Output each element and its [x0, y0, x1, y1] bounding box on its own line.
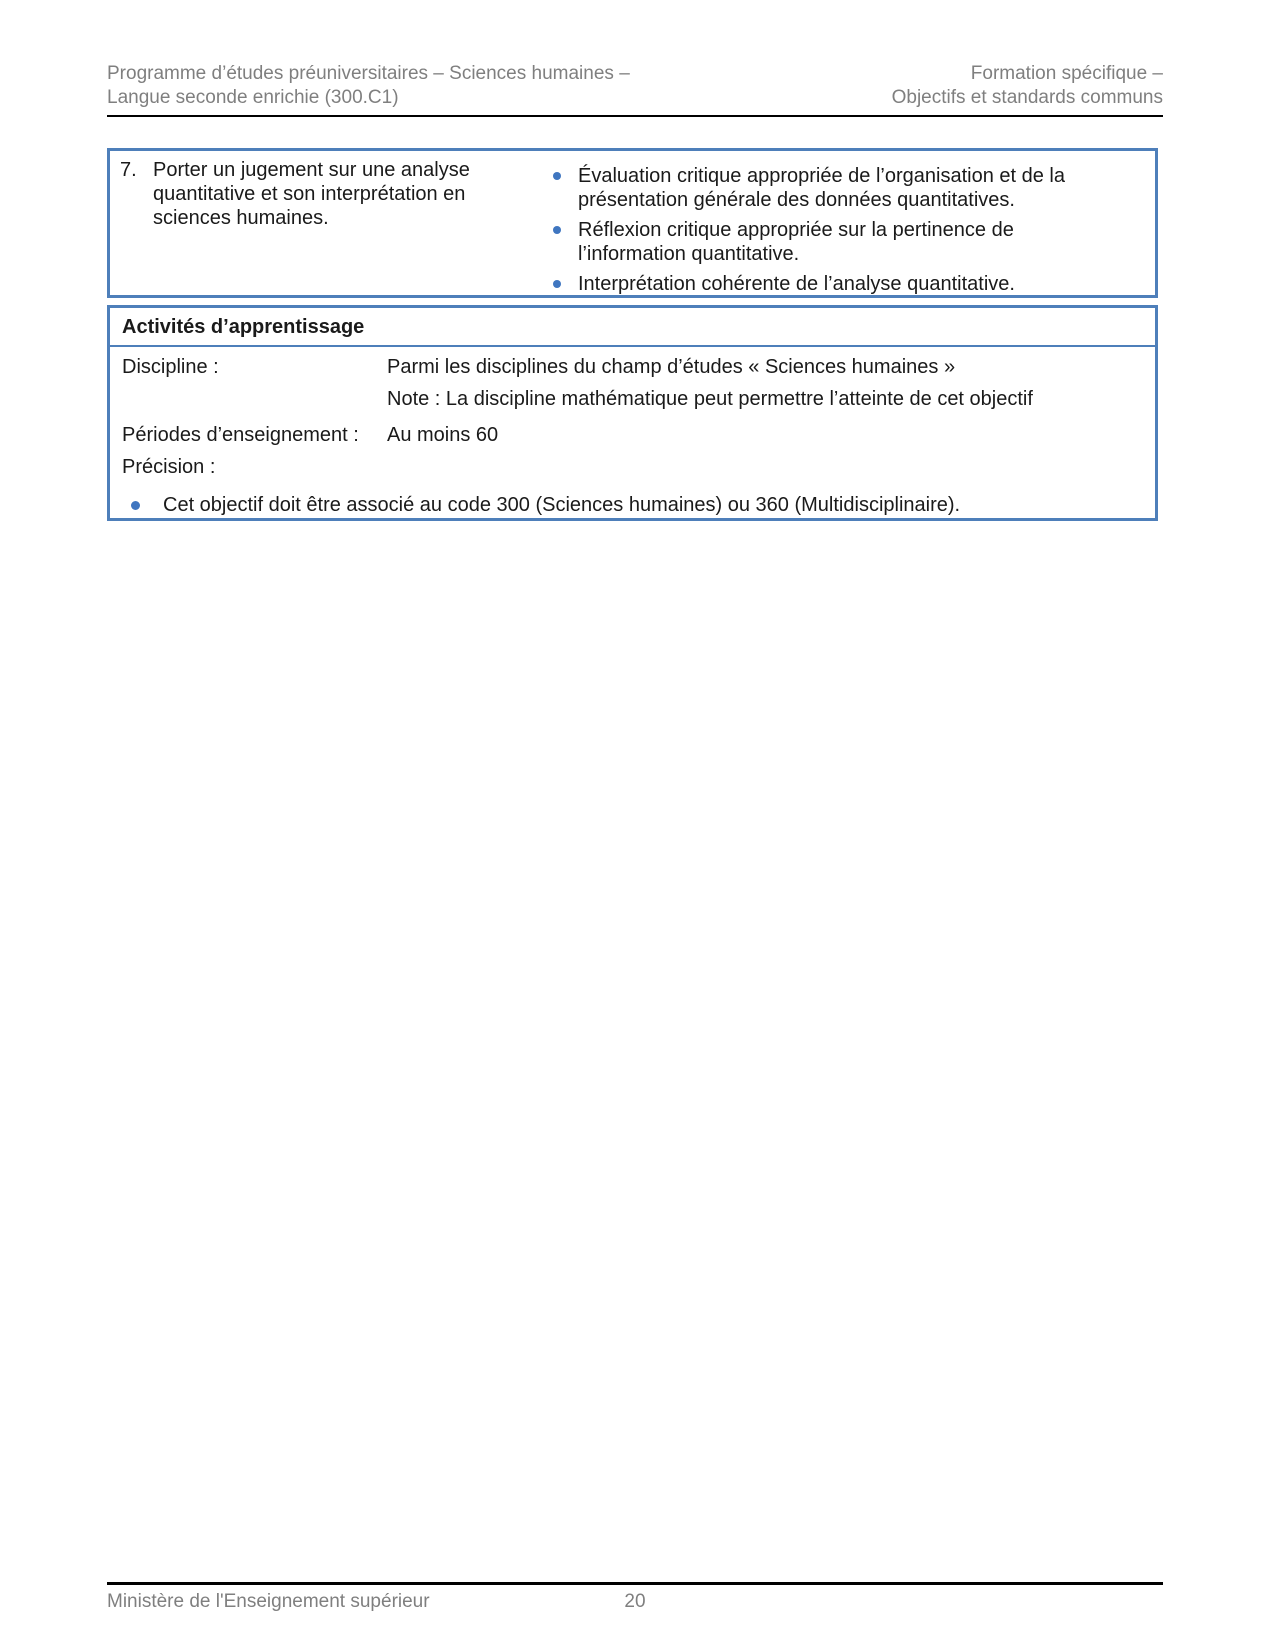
header-program-line1: Programme d’études préuniversitaires – Sciences humaines –	[107, 63, 630, 84]
header-section-line2: Objectifs et standards communs	[891, 87, 1163, 108]
objective-standards-table	[107, 148, 1158, 298]
standard-text	[578, 164, 1065, 212]
standard-item	[520, 272, 1155, 296]
precision-row	[122, 455, 1143, 479]
header-section-line1: Formation spécifique –	[970, 63, 1163, 84]
discipline-value	[387, 355, 1033, 411]
header-program-line2: Langue seconde enrichie (300.C1)	[107, 87, 399, 108]
bullet-icon	[553, 172, 561, 180]
standard-line: présentation générale des données quantitatives.	[578, 189, 1015, 211]
standard-text	[578, 272, 1015, 296]
periods-value: Au moins 60	[387, 424, 499, 446]
discipline-value-text: Parmi les disciplines du champ d’études « Sciences humaines »	[387, 356, 956, 378]
objective-statement	[153, 158, 470, 295]
objective-statement-line: sciences humaines.	[153, 207, 329, 229]
learning-activities-body	[110, 347, 1155, 517]
precision-label: Précision :	[122, 456, 216, 478]
standard-line: l’information quantitative.	[578, 243, 800, 265]
periods-row	[122, 423, 1143, 447]
header-left	[107, 62, 630, 110]
header-right	[892, 62, 1163, 110]
objective-statement-line: Porter un jugement sur une analyse	[153, 159, 470, 181]
standard-line: Interprétation cohérente de l’analyse quantitative.	[578, 273, 1015, 295]
footer-page-number: 20	[624, 1591, 646, 1612]
objective-statement-line: quantitative et son interprétation en	[153, 183, 466, 205]
footer-ministry: Ministère de l'Enseignement supérieur	[107, 1591, 430, 1612]
learning-activities-table	[107, 305, 1158, 521]
footer-row	[107, 1590, 1163, 1614]
bullet-icon	[131, 501, 140, 510]
discipline-row	[122, 355, 1143, 411]
discipline-label: Discipline :	[122, 356, 219, 378]
standards-cell	[520, 151, 1155, 295]
standard-item	[520, 218, 1155, 266]
objective-cell	[110, 151, 520, 295]
discipline-note-text: Note : La discipline mathématique peut permettre l’atteinte de cet objectif	[387, 388, 1033, 410]
learning-activities-title: Activités d’apprentissage	[110, 308, 1155, 347]
standard-line: Réflexion critique appropriée sur la pertinence de	[578, 219, 1014, 241]
bullet-icon	[553, 280, 561, 288]
page-header	[107, 62, 1163, 117]
standard-line: Évaluation critique appropriée de l’organisation et de la	[578, 165, 1065, 187]
objective-number: 7.	[120, 159, 137, 181]
standard-text	[578, 218, 1014, 266]
periods-label: Périodes d’enseignement :	[122, 424, 359, 446]
page-footer	[107, 1582, 1163, 1614]
bullet-icon	[553, 226, 561, 234]
standard-item	[520, 164, 1155, 212]
precision-bullet-text: Cet objectif doit être associé au code 300 (Sciences humaines) ou 360 (Multidisciplinaire).	[163, 494, 961, 516]
precision-bullet-row	[122, 493, 1143, 517]
